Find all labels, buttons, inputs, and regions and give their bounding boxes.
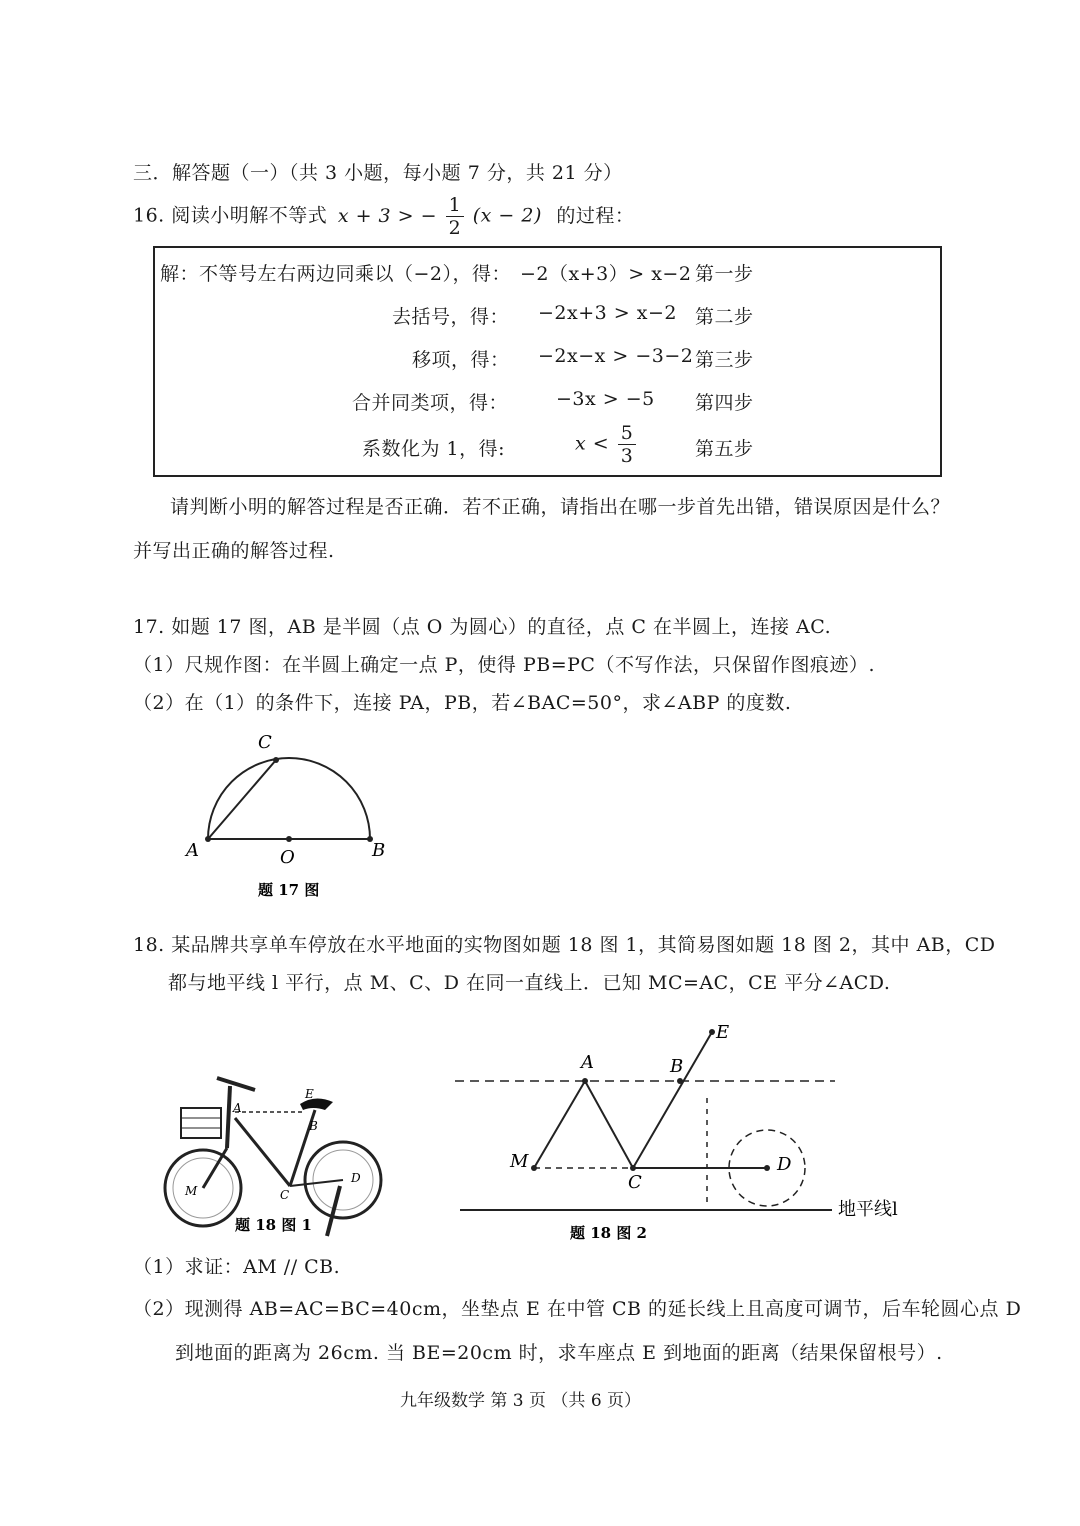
q16-step3-expr: −2x−x > −3−2	[538, 345, 694, 367]
q17-line2: （1）尺规作图：在半圆上确定一点 P，使得 PB=PC（不写作法，只保留作图痕迹）.	[133, 654, 875, 676]
diag-label-C: C	[628, 1172, 642, 1193]
label-C: C	[258, 732, 272, 753]
q16-step5-label: 系数化为 1，得:	[362, 438, 506, 460]
q16-step3-label: 移项，得：	[412, 349, 510, 371]
q17-line1: 17. 如题 17 图，AB 是半圆（点 O 为圆心）的直径，点 C 在半圆上，连接 AC.	[133, 616, 832, 638]
diag-label-E: E	[716, 1022, 730, 1043]
q16-ineq-right: (x − 2)	[472, 204, 542, 227]
q16-question-line1: 请判断小明的解答过程是否正确．若不正确，请指出在哪一步首先出错，错误原因是什么？	[170, 496, 951, 518]
q16-prefix: 16. 阅读小明解不等式	[133, 204, 328, 227]
ground-label: 地平线l	[838, 1199, 898, 1220]
q16-frac-den: 2	[448, 217, 462, 239]
q16-ineq-left: x + 3 > −	[337, 204, 438, 227]
bike-chainstay	[290, 1180, 343, 1186]
q16-frac-num: 1	[446, 194, 465, 217]
q18-fig1-caption: 题 18 图 1	[235, 1216, 312, 1234]
q18-diagram	[440, 1020, 940, 1250]
q18-part2-line1: （2）现测得 AB=AC=BC=40cm，坐垫点 E 在中管 CB 的延长线上且高度可调节，后车轮圆心点 D	[133, 1298, 1022, 1320]
label-O: O	[280, 847, 295, 868]
segment-MA	[534, 1081, 585, 1168]
q17-caption: 题 17 图	[258, 881, 320, 899]
q16-suffix: 的过程：	[556, 204, 635, 227]
q16-step4-label: 合并同类项，得：	[352, 392, 509, 414]
bike-basket	[181, 1108, 221, 1138]
point-D	[764, 1165, 770, 1171]
section-title: 三．解答题（一）（共 3 小题，每小题 7 分，共 21 分）	[133, 162, 623, 184]
bike-stem	[227, 1086, 230, 1148]
point-E	[709, 1029, 715, 1035]
point-C	[273, 757, 279, 763]
q16-step1-tag: 第一步	[695, 263, 754, 285]
label-A: A	[186, 840, 199, 861]
q16-step1-label: 解：不等号左右两边同乘以（−2），得：	[160, 263, 512, 285]
q18-fig2-caption: 题 18 图 2	[570, 1224, 647, 1242]
page-footer: 九年级数学 第 3 页 （共 6 页）	[400, 1391, 642, 1411]
q18-line1: 18. 某品牌共享单车停放在水平地面的实物图如题 18 图 1，其简易图如题 18 图 2，其中 AB，CD	[133, 934, 996, 956]
segment-AC	[585, 1081, 633, 1168]
point-A	[582, 1078, 588, 1084]
diag-label-D: D	[777, 1154, 792, 1175]
point-O	[286, 836, 292, 842]
point-A	[205, 836, 211, 842]
q16-step5-expr: x <	[575, 432, 610, 455]
bike-label-B: B	[309, 1119, 318, 1133]
q16-step4-tag: 第四步	[695, 392, 754, 414]
point-M	[531, 1165, 537, 1171]
semicircle-arc	[208, 758, 370, 839]
bike-label-D: D	[351, 1171, 361, 1185]
bike-label-E: E	[305, 1087, 314, 1101]
q16-step4-expr: −3x > −5	[556, 388, 655, 410]
q16-question-line2: 并写出正确的解答过程.	[133, 540, 335, 562]
q16-stem	[133, 194, 634, 239]
bike-frame-tube	[235, 1118, 290, 1186]
diag-label-A: A	[581, 1052, 594, 1073]
q16-step2-label: 去括号，得：	[392, 306, 510, 328]
q16-final-den: 3	[620, 445, 634, 467]
q16-step3-tag: 第三步	[695, 349, 754, 371]
bike-fork	[203, 1148, 227, 1188]
q18-bike-figure	[155, 1058, 395, 1243]
q16-final-num: 5	[618, 422, 637, 445]
q16-step1-expr: −2（x+3）> x−2	[520, 263, 692, 285]
diag-label-M: M	[510, 1151, 529, 1172]
q16-fraction	[446, 194, 465, 239]
bike-label-A: A	[233, 1101, 242, 1115]
bike-label-M: M	[185, 1184, 198, 1198]
point-B	[677, 1078, 683, 1084]
point-C	[630, 1165, 636, 1171]
q16-final-fraction	[618, 422, 637, 467]
q18-line2: 都与地平线 l 平行，点 M、C、D 在同一直线上．已知 MC=AC，CE 平分∠ACD.	[168, 972, 891, 994]
bike-label-C: C	[280, 1188, 290, 1202]
bike-kickstand	[327, 1186, 340, 1236]
q16-step5-expr-wrap	[575, 422, 638, 467]
q16-step2-tag: 第二步	[695, 306, 754, 328]
label-B: B	[372, 840, 386, 861]
q16-step2-expr: −2x+3 > x−2	[538, 302, 677, 324]
q17-line3: （2）在（1）的条件下，连接 PA，PB，若∠BAC=50°，求∠ABP 的度数.	[133, 692, 792, 714]
q16-step5-tag: 第五步	[695, 438, 754, 460]
q18-part1: （1）求证：AM // CB.	[133, 1256, 341, 1278]
diag-label-B: B	[670, 1056, 684, 1077]
bike-handlebar	[217, 1078, 255, 1090]
q18-part2-line2: 到地面的距离为 26cm. 当 BE=20cm 时，求车座点 E 到地面的距离（结果保留根号）.	[175, 1342, 943, 1364]
q17-figure	[170, 725, 410, 905]
segment-CE	[633, 1032, 712, 1168]
